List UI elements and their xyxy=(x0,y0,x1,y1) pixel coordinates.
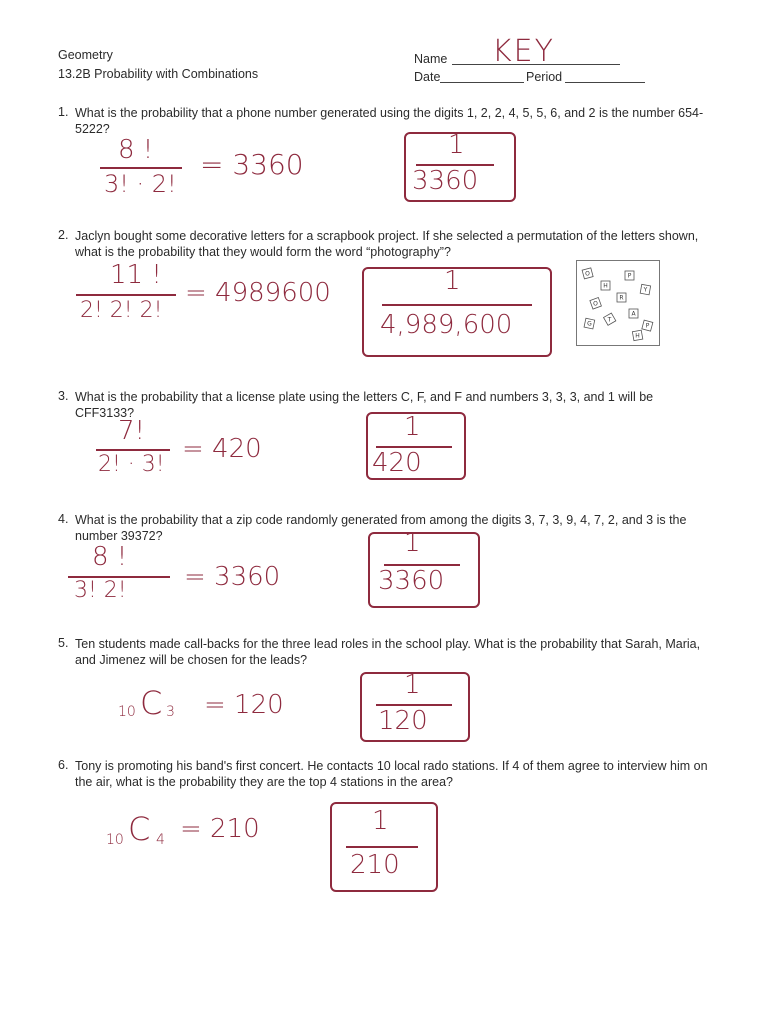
period-line xyxy=(565,82,645,83)
answer-denominator: 210 xyxy=(350,850,400,880)
work-numerator: 8 ! xyxy=(118,135,154,165)
answer-numerator: 1 xyxy=(404,670,421,700)
combination-r: 4 xyxy=(156,832,165,848)
question-number: 1. xyxy=(58,105,69,119)
letter-tile: H xyxy=(603,282,608,290)
name-label: Name xyxy=(414,52,448,66)
letter-tile: A xyxy=(631,310,636,318)
question-text: Jaclyn bought some decorative letters for a scrapbook project. If she selected a permutation of the letters shown, what is the probability that they would form the word “photography”? xyxy=(75,229,699,259)
letter-tile: P xyxy=(627,272,632,280)
work-numerator: 11 ! xyxy=(110,260,162,290)
work-denominator: 3! 2! xyxy=(74,578,127,603)
work-result: = 4989600 xyxy=(185,278,331,308)
answer-denominator: 120 xyxy=(378,706,428,736)
question-text: Tony is promoting his band's first concert. He contacts 10 local rado stations. If 4 of them agree to interview him on the air, what is the probability they are the top 4 stations in the area? xyxy=(75,759,708,789)
letter-tile: O xyxy=(585,270,590,278)
question-number: 4. xyxy=(58,512,69,526)
letter-tile: O xyxy=(593,300,598,308)
work-result: = 210 xyxy=(180,814,260,844)
work-result: = 420 xyxy=(182,434,262,464)
answer-numerator: 1 xyxy=(404,412,421,442)
work-numerator: 8 ! xyxy=(92,542,128,572)
date-line xyxy=(440,82,524,83)
period-label: Period xyxy=(526,70,563,84)
answer-bar xyxy=(382,304,532,306)
name-value: KEY xyxy=(492,34,555,69)
work-result: = 120 xyxy=(204,690,284,720)
work-result: = 3360 xyxy=(200,148,304,181)
answer-denominator: 3360 xyxy=(378,566,445,596)
answer-numerator: 1 xyxy=(404,528,421,558)
question-number: 6. xyxy=(58,758,69,772)
letter-tile: H xyxy=(635,332,640,340)
answer-bar xyxy=(346,846,418,848)
combination-symbol: C xyxy=(128,810,151,848)
answer-numerator: 1 xyxy=(444,266,461,296)
letter-tile: G xyxy=(587,320,592,328)
course-title: Geometry xyxy=(58,48,113,62)
letter-tile: Y xyxy=(643,286,648,294)
answer-denominator: 3360 xyxy=(412,166,479,196)
work-numerator: 7! xyxy=(118,416,145,446)
letter-tile: P xyxy=(645,322,650,330)
combination-r: 3 xyxy=(166,704,175,720)
answer-denominator: 4,989,600 xyxy=(380,310,513,340)
answer-numerator: 1 xyxy=(448,130,465,160)
combination-n: 10 xyxy=(118,704,136,720)
fraction-bar xyxy=(96,449,170,451)
question-text: What is the probability that a license plate using the letters C, F, and F and numbers 3, 3, 3, and 1 will be CFF3133? xyxy=(75,390,654,420)
question-number: 2. xyxy=(58,228,69,242)
letter-tile: T xyxy=(607,316,612,324)
fraction-bar xyxy=(100,167,182,169)
question-text: Ten students made call-backs for the three lead roles in the school play. What is the probability that Sarah, Maria, and Jimenez will be chosen for the leads? xyxy=(75,637,701,667)
date-label: Date xyxy=(414,70,441,84)
combination-n: 10 xyxy=(106,832,124,848)
work-result: = 3360 xyxy=(184,562,281,592)
answer-denominator: 420 xyxy=(372,448,422,478)
answer-numerator: 1 xyxy=(372,806,389,836)
letter-tile: R xyxy=(619,294,624,302)
question-number: 3. xyxy=(58,389,69,403)
work-denominator: 2! · 3! xyxy=(98,452,165,477)
question-text: What is the probability that a phone number generated using the digits 1, 2, 2, 4, 5, 5, 6, and 2 is the number 654-5222? xyxy=(75,106,704,136)
combination-symbol: C xyxy=(140,684,163,722)
work-denominator: 2! 2! 2! xyxy=(80,298,163,323)
work-denominator: 3! · 2! xyxy=(104,170,177,198)
lesson-title: 13.2B Probability with Combinations xyxy=(58,67,259,81)
question-text: What is the probability that a zip code randomly generated from among the digits 3, 7, 3, 9, 4, 7, 2, and 3 is the number 39372? xyxy=(75,513,687,543)
letter-tiles-image xyxy=(576,260,660,346)
question-number: 5. xyxy=(58,636,69,650)
fraction-bar xyxy=(76,294,176,296)
